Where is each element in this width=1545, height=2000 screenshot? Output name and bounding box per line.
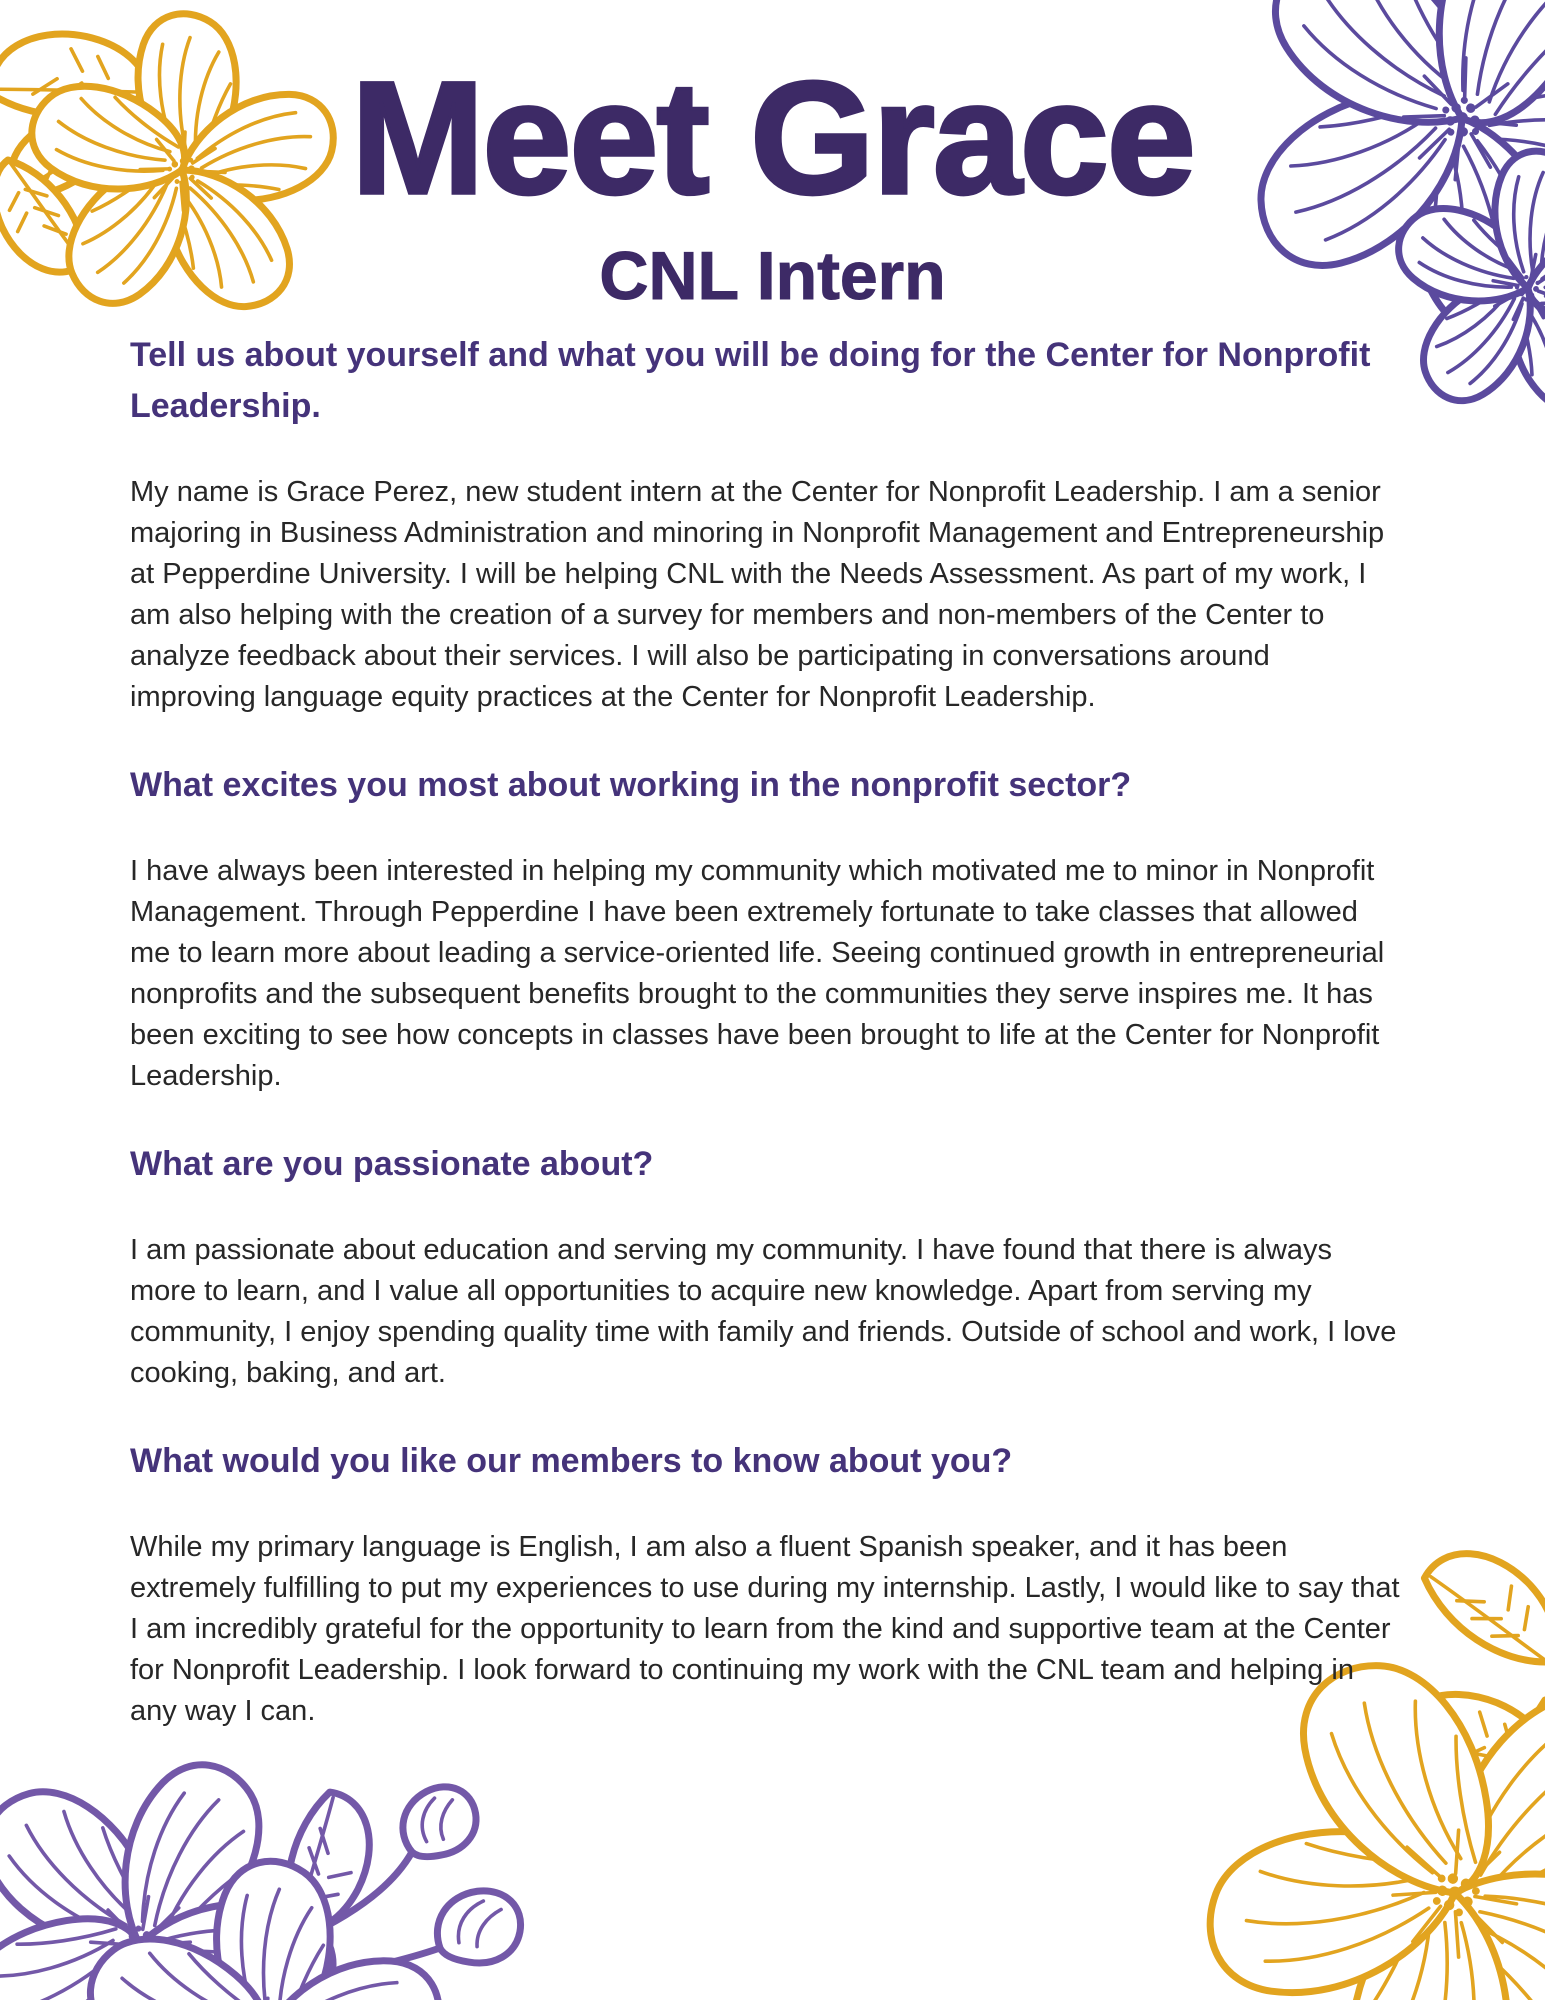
question-heading: Tell us about yourself and what you will be doing for the Center for Nonprofit Leadership. [130,336,1371,425]
qa-section [130,1436,1402,1732]
qa-section [130,330,1402,718]
question-heading: What excites you most about working in the nonprofit sector? [130,766,1132,804]
qa-section [130,1139,1402,1394]
question-heading: What would you like our members to know about you? [130,1442,1013,1480]
answer-paragraph: My name is Grace Perez, new student intern at the Center for Nonprofit Leadership. I am a senior majoring in Business Administration and minoring in Nonprofit Management and Entrepreneurship at Pepperdine University. I will be helping CNL with the Needs Assessment. As part of my work, I am also helping with the creation of a survey for members and non-members of the Center to analyze feedback about their services. I will also be participating in conversations around improving language equity practices at the Center for Nonprofit Leadership. [130,476,1385,713]
question-heading: What are you passionate about? [130,1145,654,1183]
page-title: Meet Grace [351,48,1194,227]
answer-paragraph: I have always been interested in helping my community which motivated me to minor in Nonprofit Management. Through Pepperdine I have been extremely fortunate to take classes that allowed me to learn more about leading a service-oriented life. Seeing continued growth in entrepreneurial nonprofits and the subsequent benefits brought to the communities they serve inspires me. It has been exciting to see how concepts in classes have been brought to life at the Center for Nonprofit Leadership. [130,855,1385,1092]
interview-content [130,330,1402,1774]
page-subtitle: CNL Intern [599,238,946,314]
answer-paragraph: I am passionate about education and serving my community. I have found that there is always more to learn, and I value all opportunities to acquire new knowledge. Apart from serving my community, I enjoy spending quality time with family and friends. Outside of school and work, I love cooking, baking, and art. [130,1234,1397,1389]
header [0,0,1545,316]
answer-paragraph: While my primary language is English, I am also a fluent Spanish speaker, and it has been extremely fulfilling to put my experiences to use during my internship. Lastly, I would like to say that I am incredibly grateful for the opportunity to learn from the kind and supportive team at the Center for Nonprofit Leadership. I look forward to continuing my work with the CNL team and helping in any way I can. [130,1531,1400,1727]
qa-section [130,760,1402,1097]
